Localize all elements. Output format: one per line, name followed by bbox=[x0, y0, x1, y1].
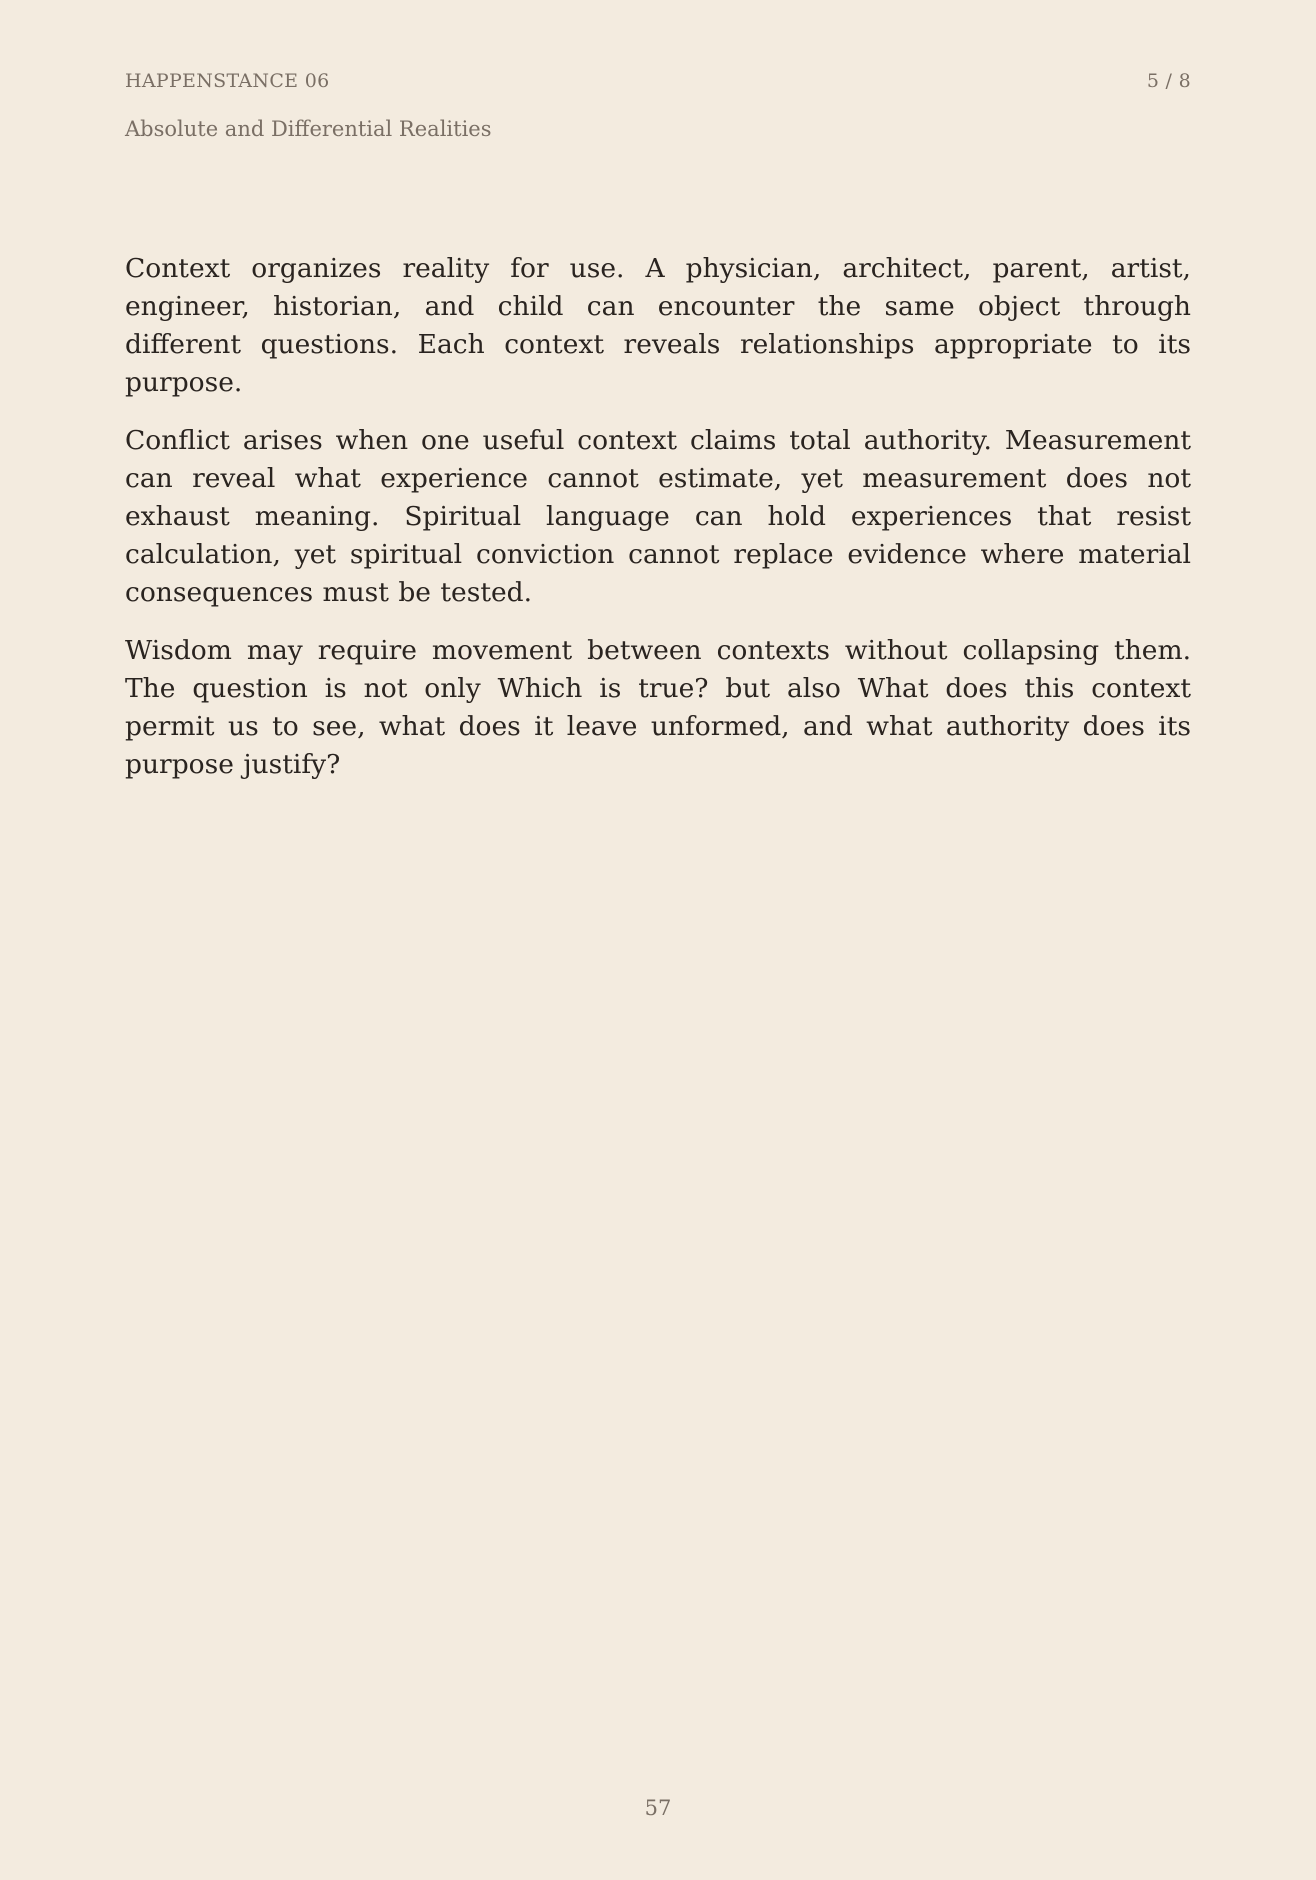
series-title: HAPPENSTANCE 06 bbox=[125, 70, 330, 92]
paragraph: Wisdom may require movement between contexts without collapsing them. The question is not only Which is true? but also What does this context permit us to see, what does it leave unformed, and what authority does its purpose justify? bbox=[125, 635, 1191, 780]
chapter-title: Absolute and Differential Realities bbox=[125, 117, 492, 141]
section-progress: 5 / 8 bbox=[1146, 70, 1191, 92]
body-text bbox=[125, 250, 1191, 804]
paragraph: Context organizes reality for use. A physician, architect, parent, artist, engineer, historian, and child can encounter the same object through different questions. Each context reveals relationships appropriate to its purpose. bbox=[125, 253, 1191, 398]
running-header bbox=[125, 70, 1191, 92]
page-number: 57 bbox=[644, 1796, 672, 1820]
paragraph: Conflict arises when one useful context claims total authority. Measurement can reveal what experience cannot estimate, yet measurement does not exhaust meaning. Spiritual language can hold experiences that resist calculation, yet spiritual conviction cannot replace evidence where material consequences must be tested. bbox=[125, 425, 1191, 608]
